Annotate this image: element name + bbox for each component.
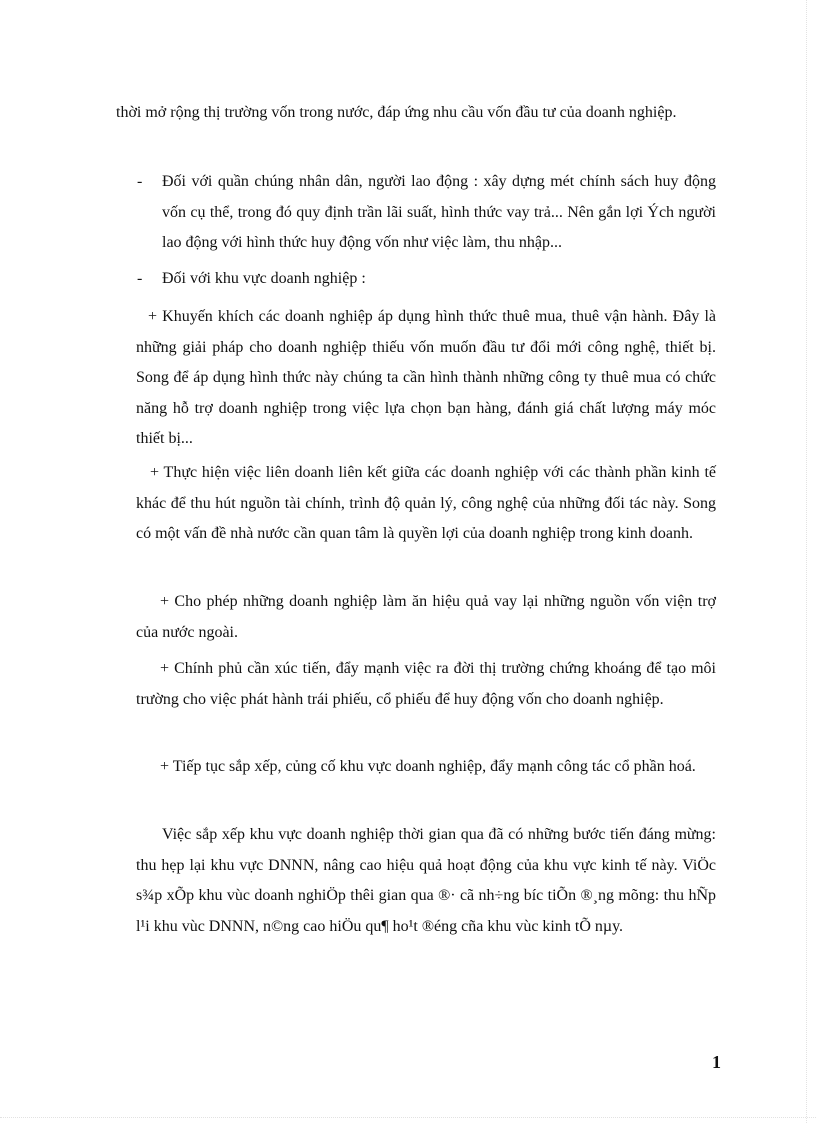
- page-edge-divider: [806, 0, 807, 1123]
- bullet-dash: -: [137, 270, 143, 287]
- plus-paragraph-securities: + Chính phủ cần xúc tiến, đẩy mạnh việc ra đời thị trường chứng khoáng để tạo môi trường cho việc phát hành trái phiếu, cổ phiếu để huy động vốn cho doanh nghiệp.: [136, 660, 716, 708]
- page-number: 1: [712, 1052, 721, 1072]
- bullet-dash: -: [137, 173, 143, 190]
- paragraph-conclusion: Việc sắp xếp khu vực doanh nghiệp thời gian qua đã có những bước tiến đáng mừng: thu hẹp lại khu vực DNNN, nâng cao hiệu quả hoạt động của khu vực kinh tế này. ViÖc s¾p xÕp khu vùc doanh nghiÖp thêi gian qua ®· cã nh÷ng bíc tiÕn ®¸ng mõng: thu hÑp l¹i khu vùc DNNN, n©ng cao hiÖu qu¶ ho¹t ®éng cña khu vùc kinh tÕ nµy.: [136, 826, 716, 935]
- plus-paragraph-joint-venture: + Thực hiện việc liên doanh liên kết giữa các doanh nghiệp với các thành phần kinh tế khác để thu hút nguồn tài chính, trình độ quản lý, công nghệ của những đối tác này. Song có một vấn đề nhà nước cần quan tâm là quyền lợi của doanh nghiệp trong kinh doanh.: [136, 464, 716, 542]
- paragraph-continuation: thời mở rộng thị trường vốn trong nước, đáp ứng nhu cầu vốn đầu tư của doanh nghiệp.: [116, 104, 677, 121]
- page-bottom-divider: [0, 1117, 816, 1118]
- bullet-paragraph-workers: Đối với quần chúng nhân dân, người lao động : xây dựng mét chính sách huy động vốn cụ thể, trong đó quy định trần lãi suất, hình thức vay trả... Nên gắn lợi Ých người lao động với hình thức huy động vốn như việc làm, thu nhập...: [162, 173, 716, 251]
- plus-paragraph-loans: + Cho phép những doanh nghiệp làm ăn hiệu quả vay lại những nguồn vốn viện trợ của nước ngoài.: [136, 593, 716, 641]
- bullet-paragraph-enterprises: Đối với khu vực doanh nghiệp :: [162, 270, 366, 287]
- plus-paragraph-equitization: + Tiếp tục sắp xếp, củng cố khu vực doanh nghiệp, đẩy mạnh công tác cổ phần hoá.: [160, 758, 696, 775]
- plus-paragraph-leasing: + Khuyến khích các doanh nghiệp áp dụng hình thức thuê mua, thuê vận hành. Đây là những giải pháp cho doanh nghiệp thiếu vốn muốn đầu tư đổi mới công nghệ, thiết bị. Song để áp dụng hình thức này chúng ta cần hình thành những công ty thuê mua có chức năng hỗ trợ doanh nghiệp trong việc lựa chọn bạn hàng, đánh giá chất lượng máy móc thiết bị...: [136, 308, 716, 447]
